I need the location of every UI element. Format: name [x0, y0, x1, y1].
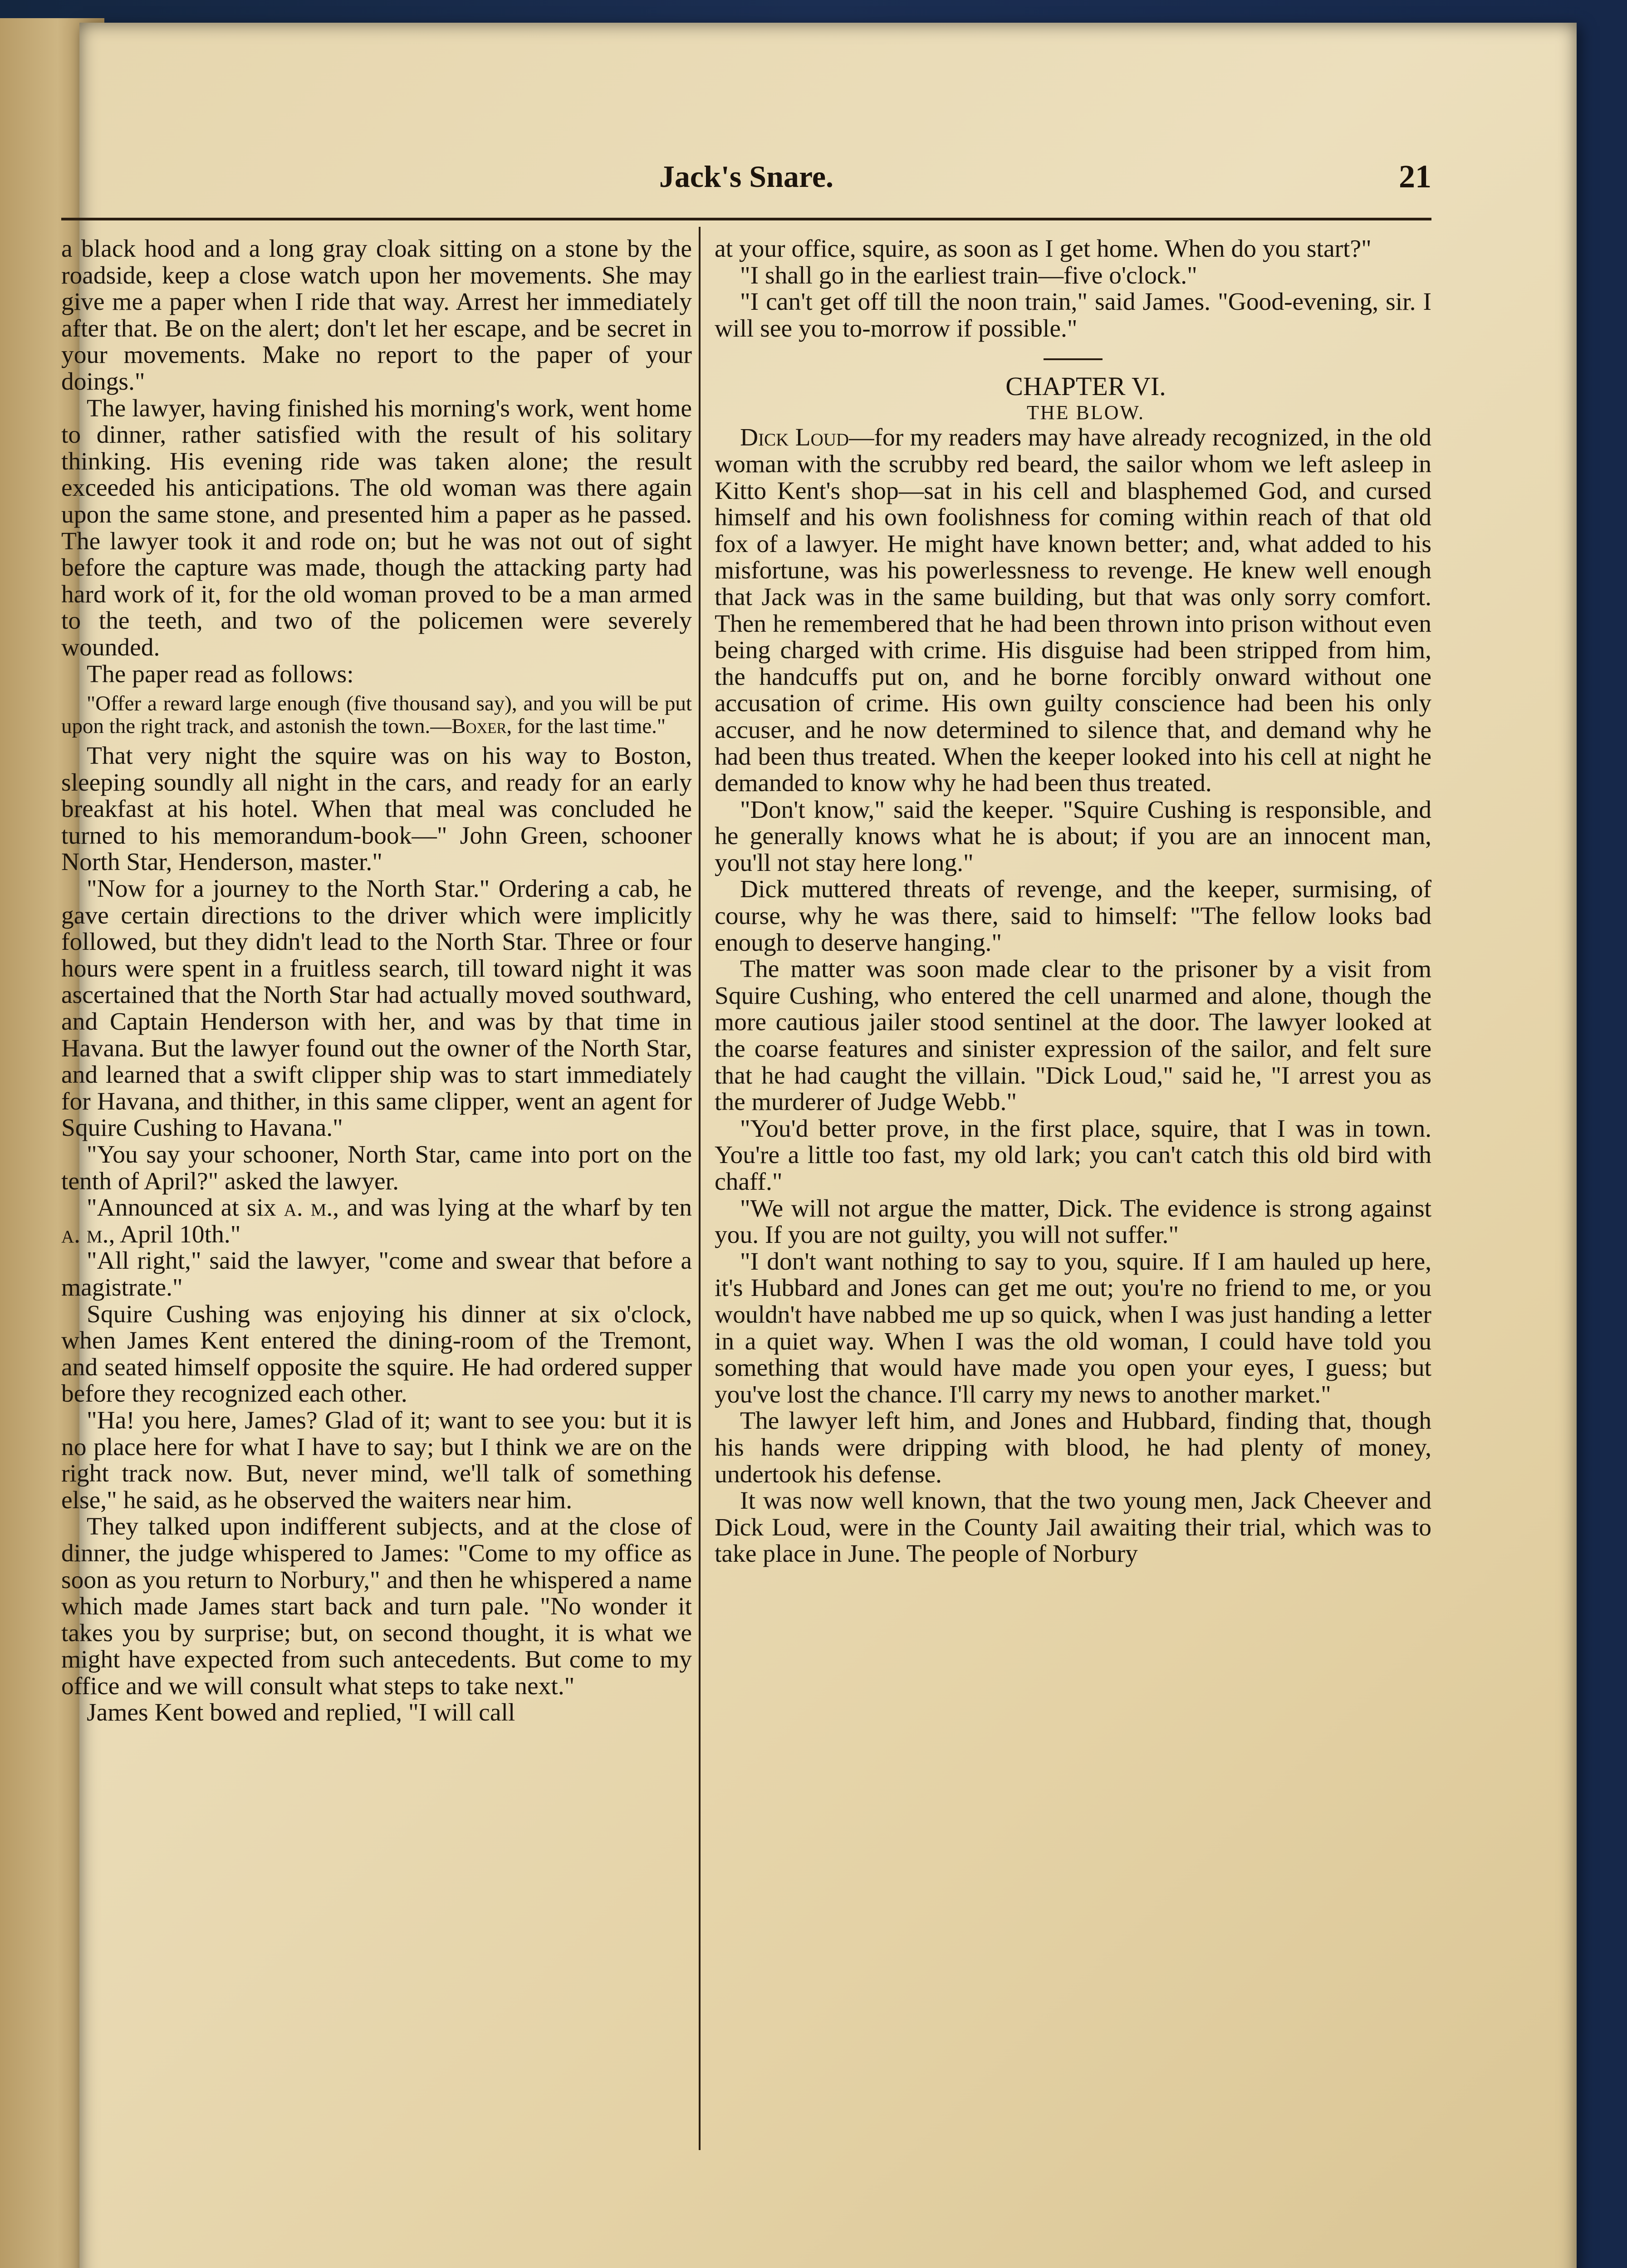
paragraph: The lawyer left him, and Jones and Hubbard, finding that, though his hands were dripping with blood, he had plenty of money, undertook his defense. — [715, 1407, 1431, 1488]
paragraph: That very night the squire was on his way to Boston, sleeping soundly all night in the cars, and ready for an early breakfast at his hotel. When that meal was concluded he turned to his memorandum-book—" John Green, schooner North Star, Henderson, master." — [61, 742, 692, 876]
left-column — [61, 236, 692, 2155]
paragraph: Dick muttered threats of revenge, and the keeper, surmising, of course, why he was there, said to himself: "The fellow looks bad enough to deserve hanging." — [715, 875, 1431, 957]
page-number: 21 — [1399, 158, 1431, 195]
text-run: "Announced at six — [87, 1194, 276, 1222]
paragraph: "All right," said the lawyer, "come and swear that before a magistrate." — [61, 1247, 692, 1301]
name-dick-loud: Dick Loud — [740, 424, 849, 452]
chapter-separator — [1044, 358, 1103, 360]
paragraph: "Don't know," said the keeper. "Squire Cushing is responsible, and he generally knows what he is about; if you are an innocent man, you'll not stay here long." — [715, 796, 1431, 877]
paragraph — [715, 425, 1431, 797]
paragraph: "You say your schooner, North Star, came into port on the tenth of April?" asked the lawyer. — [61, 1141, 692, 1195]
text-run: , April 10th." — [108, 1220, 241, 1248]
paragraph: It was now well known, that the two young men, Jack Cheever and Dick Loud, were in the County Jail awaiting their trial, which was to take place in June. The people of Norbury — [715, 1487, 1431, 1568]
abbr-am: a. m. — [61, 1220, 109, 1248]
paragraph — [61, 1195, 692, 1248]
paragraph: They talked upon indifferent subjects, and at the close of dinner, the judge whispered to James: "Come to my office as soon as you return to Norbury," and then he whispered a name which made James start back and turn pale. "No wonder it takes you by surprise; but, on second thought, it is what we might have expected from such antecedents. But come to my office and we will consult what steps to take next." — [61, 1513, 692, 1700]
paragraph: "We will not argue the matter, Dick. The evidence is strong against you. If you are not guilty, you will not suffer." — [715, 1194, 1431, 1249]
paragraph: The matter was soon made clear to the prisoner by a visit from Squire Cushing, who entered the cell unarmed and alone, though the more cautious jailer stood sentinel at the door. The lawyer looked at the coarse features and sinister expression of the sailor, and felt sure that he had caught the villain. "Dick Loud," said he, "I arrest you as the murderer of Judge Webb." — [715, 955, 1431, 1116]
text-run: —for my readers may have already recognized, in the old woman with the scrubby red beard, the sailor whom we left asleep in Kitto Kent's shop—sat in his cell and blasphemed God, and cursed himself and his own foolishness for coming within reach of that old fox of a lawyer. He might have known better; and, what added to his misfortune, was his powerlessness to revenge. He knew well enough that Jack was in the same building, but that was only sorry comfort. Then he remembered that he had been thrown into prison without even being charged with crime. His disguise had been stripped from him, the handcuffs put on, and he borne forcibly onward without one accusation of crime. His own guilty conscience had been his only accuser, and he now determined to silence that, and demand why he had been thus treated. When the keeper looked into his cell at night he demanded to know why he had been thus treated. — [715, 424, 1431, 797]
quoted-paper — [61, 692, 692, 738]
paragraph: "I can't get off till the noon train," said James. "Good-evening, sir. I will see you to-morrow if possible." — [715, 288, 1431, 342]
chapter-subtitle: THE BLOW. — [1026, 401, 1145, 424]
chapter-heading: CHAPTER VI. — [1005, 371, 1166, 401]
paragraph: Squire Cushing was enjoying his dinner at six o'clock, when James Kent entered the dining-room of the Tremont, and seated himself opposite the squire. He had ordered supper before they recognized each other. — [61, 1300, 692, 1408]
paragraph: "Ha! you here, James? Glad of it; want to see you: but it is no place here for what I have to say; but I think we are on the right track now. But, never mind, we'll talk of something else," he said, as he observed the waiters near him. — [61, 1406, 692, 1514]
quote-tail: , for the last time." — [506, 714, 666, 738]
abbr-am: a. m. — [284, 1194, 333, 1222]
paragraph: a black hood and a long gray cloak sitting on a stone by the roadside, keep a close watch upon her movements. She may give me a paper when I ride that way. Arrest her immediately after that. Be on the alert; don't let her escape, and be secret in your movements. Make no report to the paper of your doings." — [61, 236, 692, 396]
paragraph: "I shall go in the earliest train—five o'clock." — [740, 261, 1197, 289]
page-header — [61, 150, 1431, 209]
paragraph: at your office, squire, as soon as I get home. When do you start?" — [715, 236, 1372, 263]
paragraph: "Now for a journey to the North Star." Ordering a cab, he gave certain directions to the driver which were implicitly followed, but they didn't lead to the North Star. Three or four hours were spent in a fruitless search, till toward night it was ascertained that the North Star had actually moved southward, and Captain Henderson with her, and was by that time in Havana. But the lawyer found out the owner of the North Star, and learned that a swift clipper ship was to start immediately for Havana, and thither, in this same clipper, went an agent for Squire Cushing to Havana." — [61, 875, 692, 1142]
right-column — [715, 236, 1431, 2155]
column-divider — [699, 227, 701, 2150]
header-rule — [61, 218, 1431, 220]
paragraph: The paper read as follows: — [87, 660, 354, 688]
paragraph: "You'd better prove, in the first place, squire, that I was in town. You're a little too fast, my old lark; you can't catch this old bird with chaff." — [715, 1114, 1431, 1196]
paragraph: "I don't want nothing to say to you, squire. If I am hauled up here, it's Hubbard and Jones can get me out; you're no friend to me, or you wouldn't have nabbed me up so quick, when I was just handing a letter in a quiet way. When I was the old woman, I could have told you something that would have made you open your eyes, I guess; but you've lost the chance. I'll carry my news to another market." — [715, 1247, 1431, 1408]
running-title: Jack's Snare. — [659, 159, 834, 194]
quote-text: "Offer a reward large enough (five thousand say), and you will be put upon the right track, and astonish the town.— — [61, 692, 692, 738]
signature-boxer: Boxer — [451, 714, 507, 738]
paragraph: The lawyer, having finished his morning's work, went home to dinner, rather satisfied with the result of his solitary thinking. His evening ride was taken alone; the result exceeded his anticipations. The old woman was there again upon the same stone, and presented him a paper as he passed. The lawyer took it and rode on; but he was not out of sight before the capture was made, though the attacking party had hard work of it, for the old woman proved to be a man armed to the teeth, and two of the policemen were severely wounded. — [61, 394, 692, 661]
text-run: , and was lying at the wharf by ten — [333, 1194, 692, 1222]
paragraph: James Kent bowed and replied, "I will call — [87, 1699, 515, 1727]
